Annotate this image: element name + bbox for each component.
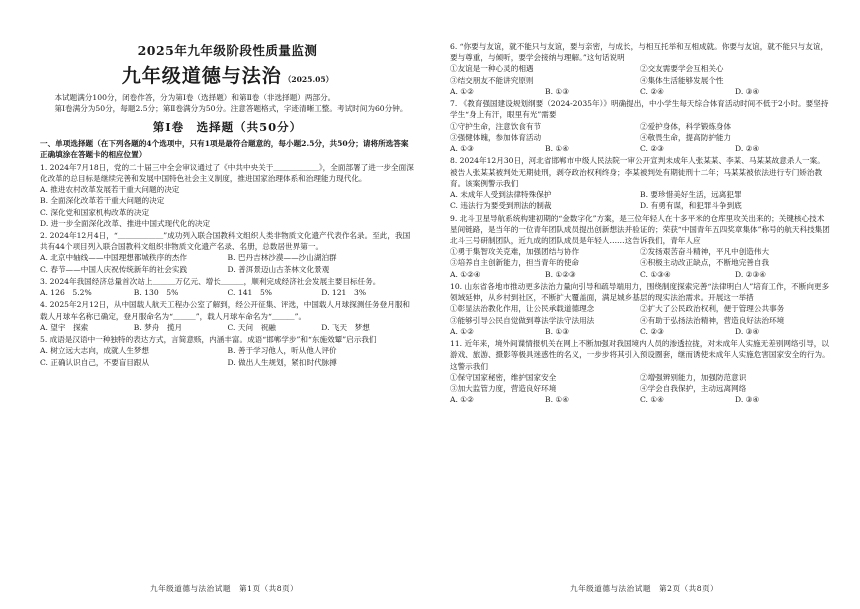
option-b: B. 全面深化改革若干重大问题的决定 (40, 196, 165, 206)
option-a: A. ①③ (450, 144, 474, 154)
option-a: A. 推进农村改革发展若干重大问题的决定 (40, 185, 180, 195)
subject-name: 九年级道德与法治 (121, 64, 282, 87)
option-c: C. 深化党和国家机构改革的决定 (40, 207, 150, 217)
statement-4: ④学会自我保护，主动远离网络 (640, 384, 747, 394)
statement-4: ④积极主动改正缺点，不断地完善自我 (640, 258, 770, 268)
option-a: A. 望宇 探索 (40, 322, 89, 332)
page-footer-1: 九年级道德与法治试题 第1页（共8页） (150, 584, 299, 593)
option-b: B. 要珍惜美好生活，远离犯罪 (640, 190, 742, 200)
option-d: D. 飞天 梦想 (321, 322, 370, 332)
exam-date: （2025.05） (283, 74, 334, 84)
intro-line-1: 本试题满分100分，闭卷作答，分为第Ⅰ卷（选择题）和第Ⅱ卷（非选择题）两部分。 (54, 92, 336, 102)
subject-heading (40, 62, 415, 90)
question-stem: 10. 山东省各地市推动更多法治力量向引导和疏导端用力，围绕制度探索完善“法律明白人”培育工作，不断向更多领域延伸，从乡村到社区，不断扩大覆盖面，满足城乡基层的现实法治需求。开展这一举措 (450, 281, 830, 303)
option-c: C. ①④ (640, 395, 664, 405)
statement-3: ③结交朋友不能讲究原则 (450, 75, 534, 85)
question-7 (450, 98, 830, 154)
statement-4: ④集体生活能够发展个性 (640, 75, 724, 85)
statement-2: ②扩大了公民政治权利，便于管理公共事务 (640, 304, 785, 314)
option-c: C. ①③④ (640, 269, 671, 279)
intro-line-2: 第Ⅰ卷满分为50分，每题2.5分；第Ⅱ卷满分为50分。注意答题格式，字迹清晰工整。考试时间为60分钟。 (54, 103, 408, 113)
statement-2: ②爱护身体，科学锻炼身体 (640, 121, 732, 131)
option-b: B. ①②③ (545, 269, 576, 279)
option-b: B. ①④ (545, 144, 570, 154)
statement-1: ①友谊是一种心灵的相遇 (450, 64, 534, 74)
option-d: D. ③④ (735, 86, 760, 96)
section-title: 第Ⅰ卷 选择题（共50分） (152, 120, 303, 135)
question-stem: 9. 北斗卫星导航系统构建初期的“金数字化”方案，是三位年轻人在十多平米的仓库里攻关出来的；关键核心技术星间链路，是当年的一位青年团队成员提出创新想法并验证的；荣获“中国青年五四奖章集体”称号的航天科技集团北斗三号研制团队，近九成的团队成员是年轻人……这告诉我们，青年人应 (450, 213, 830, 245)
statement-2: ②发扬艰苦奋斗精神，平凡中创造伟大 (640, 247, 770, 257)
option-a: A. 北京中轴线——中国理想都城秩序的杰作 (40, 253, 187, 263)
option-b: B. 巴丹吉林沙漠——沙山湖泊群 (227, 253, 337, 263)
option-a: A. ①② (450, 395, 474, 405)
option-c: C. 违法行为要受到刑法的制裁 (450, 201, 552, 211)
option-a: A. 树立远大志向，成就人生梦想 (40, 346, 150, 356)
statement-3: ③培养自主创新能力，担当青年的使命 (450, 258, 580, 268)
question-6 (450, 41, 830, 97)
exam-title: 2025年九年级阶段性质量监测 (137, 43, 318, 58)
statement-1: ①勇于集智攻关克难，加强团结与协作 (450, 247, 580, 257)
option-c: C. ②③ (640, 326, 664, 336)
option-a: A. ①②④ (450, 269, 481, 279)
statement-1: ①守护生命，注意饮食有节 (450, 121, 542, 131)
option-a: A. 未成年人受到法律特殊保护 (450, 190, 552, 200)
option-c: C. ②③ (640, 144, 664, 154)
option-d: D. ③④ (735, 326, 760, 336)
question-2 (40, 230, 415, 275)
option-d: D. ②④ (735, 144, 760, 154)
statement-4: ④有助于弘扬法治精神，营造良好法治环境 (640, 315, 785, 325)
option-d: D. 进一步全面深化改革、推进中国式现代化的决定 (40, 218, 211, 228)
option-b: B. ①③ (545, 326, 570, 336)
question-stem: 2. 2024年12月4日，“＿＿＿＿＿＿”成功列入联合国教科文组织人类非物质文化遗产代表作名录。至此，我国共有44个项目列入联合国教科文组织非物质文化遗产名录、名册，总数居世界第一。 (40, 230, 411, 252)
option-c: C. 141 5% (227, 288, 273, 298)
statement-2: ②交友需要学会互相关心 (640, 64, 724, 74)
option-d: D. 121 3% (321, 288, 367, 298)
option-c: C. 正确认识自己，不要盲目跟从 (40, 357, 150, 367)
option-c: C. 春节——中国人庆祝传统新年的社会实践 (40, 264, 188, 274)
option-b: B. ①④ (545, 395, 570, 405)
statement-1: ①保守国家秘密，维护国家安全 (450, 372, 557, 382)
option-d: D. 普洱景迈山古茶林文化景观 (227, 264, 330, 274)
question-10 (450, 281, 830, 337)
section-instructions: 一、单项选择题（在下列各题的4个选项中，只有1项是最符合题意的，每小题2.5分，共50分；请将所选答案正确填涂在答题卡的相应位置） (40, 139, 409, 160)
option-b: B. 善于学习他人，听从他人评价 (227, 346, 337, 356)
question-4 (40, 299, 415, 333)
right-column (450, 40, 830, 406)
option-a: A. 126 5.2% (40, 288, 92, 298)
statement-2: ②增强辨别能力，加强防范意识 (640, 372, 747, 382)
question-3 (40, 276, 415, 298)
option-b: B. 梦舟 揽月 (133, 322, 183, 332)
question-stem: 7. 《教育强国建设规划纲要（2024-2035年）》明确提出，中小学生每天综合体育活动时间不低于2小时。要坚持学生“身上有汗，眼里有光”需要 (450, 99, 829, 120)
statement-1: ①彰显法治教化作用，让公民承载道德理念 (450, 304, 595, 314)
question-stem: 4. 2025年2月12日，从中国载人航天工程办公室了解到，经公开征集、评选，中国载人月球探测任务登月服和载人月球车名称已确定，登月服命名为“＿＿＿”，载人月球车命名为“＿＿＿”。 (40, 300, 411, 321)
option-b: B. 130 5% (133, 288, 179, 298)
statement-3: ③强健体魄，参加体育活动 (450, 132, 542, 142)
statement-3: ③加大监管力度，营造良好环境 (450, 384, 557, 394)
question-1 (40, 162, 415, 229)
option-c: C. 天问 祝融 (227, 322, 276, 332)
option-d: D. 做出人生规划，紧扣时代脉搏 (227, 357, 337, 367)
statement-4: ④敬畏生命，提高防护能力 (640, 132, 732, 142)
question-stem: 8. 2024年12月30日，河北省邯郸市中级人民法院一审公开宣判未成年人张某某、李某、马某某故意杀人一案。被告人张某某被判处无期徒刑，剥夺政治权利终身；李某被判处有期徒刑十二年；马某某被依法进行专门矫治教育。该案例警示我们 (450, 156, 825, 188)
statement-3: ③能够引导公民自觉做到尊法学法守法用法 (450, 315, 595, 325)
question-11 (450, 338, 830, 405)
option-c: C. ②④ (640, 86, 664, 96)
question-stem: 3. 2024年我国经济总量首次站上＿＿＿万亿元、增长＿＿＿，顺利完成经济社会发展主要目标任务。 (40, 276, 381, 286)
question-9 (450, 213, 830, 280)
option-b: B. ①③ (545, 86, 570, 96)
question-stem: 11. 近年来，境外间谍情报机关在网上不断加强对我国境内人员的渗透拉拢，对未成年人实施无差别网络引导，以游戏、旅游、摄影等极具迷惑性的名义，一步步将其引入预设圈套，继而诱使未成年人实施危害国家安全的行为。这警示我们 (450, 339, 830, 371)
question-5 (40, 334, 415, 368)
option-d: D. ②③④ (735, 269, 767, 279)
question-8 (450, 155, 830, 211)
option-a: A. ①② (450, 86, 474, 96)
left-column (40, 38, 415, 368)
question-stem: 1. 2024年7月18日，党的二十届三中全会审议通过了《中共中央关于＿＿＿＿＿＿》，全面部署了进一步全面深化改革的总目标是继续完善和发展中国特色社会主义制度，推进国家治理体系和治理能力现代化。 (40, 162, 414, 183)
option-d: D. ③④ (735, 395, 760, 405)
question-stem: 5. 成语是汉语中一种独特的表达方式，言简意赅，内涵丰富。成语“邯郸学步”和“东施效颦”启示我们 (40, 335, 377, 345)
option-a: A. ①② (450, 326, 474, 336)
question-stem: 6. “你要与友谊，就不能只与友谊，要与亲密，与成长，与相互托举和互相成就。你要与友谊，就不能只与友谊，要与尊重，与倾听，要学会接纳与理解。”这句话说明 (450, 42, 829, 63)
page-footer-2: 九年级道德与法治试题 第2页（共8页） (570, 584, 719, 593)
option-d: D. 有勇有谋，和犯罪斗争到底 (640, 201, 742, 211)
